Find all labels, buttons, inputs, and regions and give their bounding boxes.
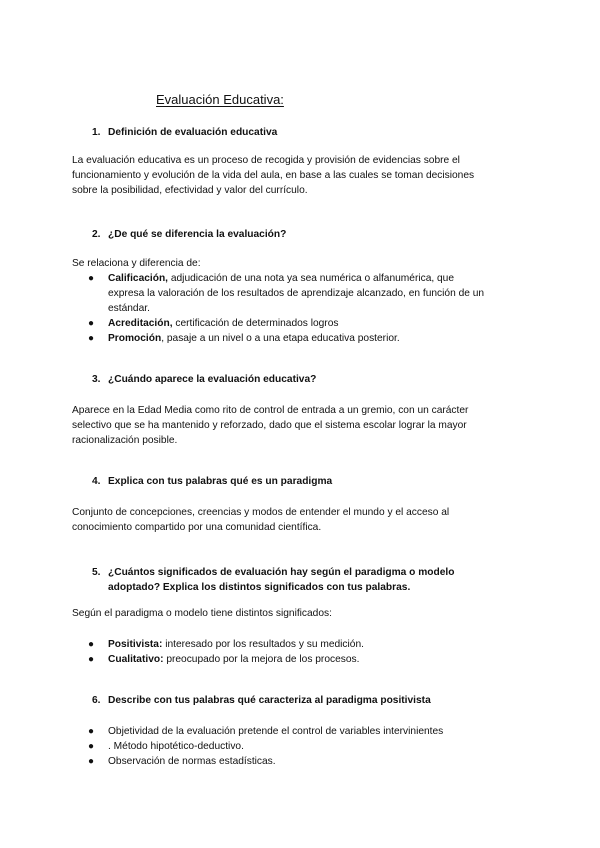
section-heading-text: Describe con tus palabras qué caracteriza al paradigma positivista <box>108 695 431 706</box>
section-5-intro: Según el paradigma o modelo tiene distintos significados: <box>72 608 332 619</box>
section-heading-text: ¿Cuándo aparece la evaluación educativa? <box>108 374 317 385</box>
paragraph-line: Conjunto de concepciones, creencias y modos de entender el mundo y el acceso al <box>72 507 450 518</box>
item-text: preocupado por la mejora de los procesos. <box>163 654 360 665</box>
section-2-heading <box>92 229 286 240</box>
list-item <box>0 739 600 754</box>
section-4-paragraph <box>72 505 449 535</box>
list-item <box>0 331 600 346</box>
bullet-icon: ● <box>88 639 95 650</box>
item-bold-label: Calificación, <box>108 273 169 284</box>
item-bold-label: Cualitativo: <box>108 654 164 665</box>
bullet-icon: ● <box>88 756 95 767</box>
item-bold-label: Acreditación, <box>108 318 173 329</box>
item-text: certificación de determinados logros <box>172 318 339 329</box>
section-number: 5. <box>92 567 101 578</box>
list-item <box>0 271 600 319</box>
item-text: Observación de normas estadísticas. <box>108 756 276 767</box>
item-text: . Método hipotético-deductivo. <box>108 741 244 752</box>
paragraph-line: funcionamiento y evolución de la vida del aula, en base a las cuales se toman decisiones <box>72 170 475 181</box>
section-3-paragraph <box>72 403 468 448</box>
item-bold-label: Promoción <box>108 333 162 344</box>
list-item <box>0 637 600 652</box>
item-bold-label: Positivista: <box>108 639 163 650</box>
bullet-icon: ● <box>88 741 95 752</box>
item-text: Objetividad de la evaluación pretende el control de variables intervinientes <box>108 726 444 737</box>
section-heading-text: Explica con tus palabras qué es un paradigma <box>108 476 333 487</box>
item-text: expresa la valoración de los resultados de aprendizaje alcanzado, en función de un <box>108 288 485 299</box>
item-text: estándar. <box>108 303 150 314</box>
paragraph-line: Aparece en la Edad Media como rito de control de entrada a un gremio, con un carácter <box>72 405 469 416</box>
paragraph-line: racionalización posible. <box>72 435 178 446</box>
item-text: , pasaje a un nivel o a una etapa educativa posterior. <box>161 333 400 344</box>
list-item <box>0 754 600 769</box>
bullet-icon: ● <box>88 654 95 665</box>
section-number: 6. <box>92 695 101 706</box>
section-number: 3. <box>92 374 101 385</box>
section-3-heading <box>92 374 316 385</box>
section-6-heading <box>92 695 431 706</box>
section-5-heading <box>92 565 454 595</box>
bullet-icon: ● <box>88 333 95 344</box>
paragraph-line: conocimiento compartido por una comunidad científica. <box>72 522 322 533</box>
section-number: 1. <box>92 127 101 138</box>
section-1-heading <box>92 127 277 138</box>
page-title: Evaluación Educativa: <box>156 92 284 107</box>
list-item <box>0 724 600 739</box>
list-item <box>0 316 600 331</box>
section-heading-text: Definición de evaluación educativa <box>108 127 278 138</box>
section-heading-text: adoptado? Explica los distintos significados con tus palabras. <box>108 582 411 593</box>
section-4-heading <box>92 476 332 487</box>
paragraph-line: sobre la posibilidad, efectividad y valor del currículo. <box>72 185 308 196</box>
section-number: 4. <box>92 476 101 487</box>
list-item <box>0 652 600 667</box>
bullet-icon: ● <box>88 726 95 737</box>
section-number: 2. <box>92 229 101 240</box>
item-text: adjudicación de una nota ya sea numérica o alfanumérica, que <box>168 273 455 284</box>
paragraph-line: selectivo que se ha mantenido y reforzado, dado que el sistema escolar lograr la mayor <box>72 420 467 431</box>
bullet-icon: ● <box>88 273 95 284</box>
item-text: interesado por los resultados y su medición. <box>162 639 364 650</box>
section-heading-text: ¿Cuántos significados de evaluación hay según el paradigma o modelo <box>108 567 455 578</box>
paragraph-line: La evaluación educativa es un proceso de recogida y provisión de evidencias sobre el <box>72 155 460 166</box>
section-heading-text: ¿De qué se diferencia la evaluación? <box>108 229 287 240</box>
bullet-icon: ● <box>88 318 95 329</box>
section-1-paragraph <box>72 153 474 198</box>
section-2-intro: Se relaciona y diferencia de: <box>72 258 201 269</box>
